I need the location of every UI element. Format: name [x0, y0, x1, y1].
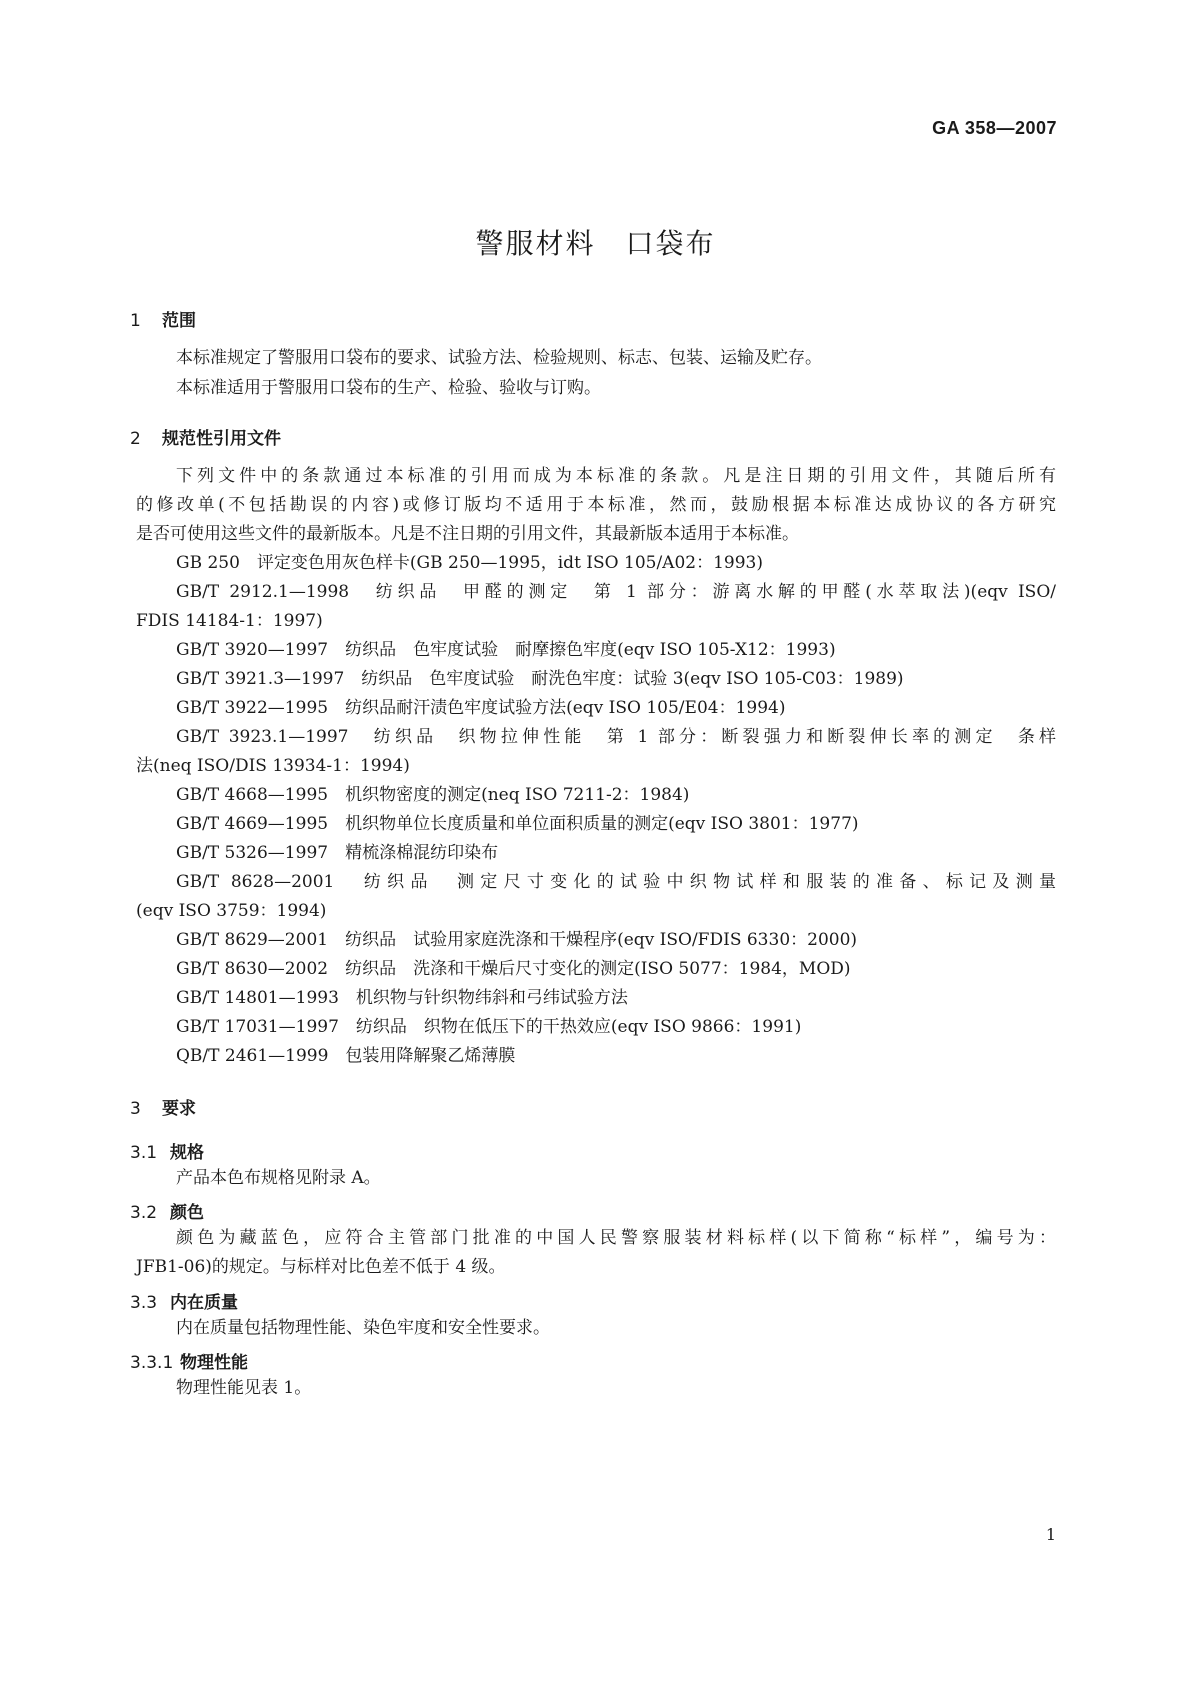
reference-item: GB/T 17031—1997 纺织品 织物在低压下的干热效应(eqv ISO 9866：1991) — [176, 1017, 802, 1037]
reference-item: GB 250 评定变色用灰色样卡(GB 250—1995，idt ISO 105/A02：1993) — [176, 553, 763, 573]
section-1-para-1: 本标准规定了警服用口袋布的要求、试验方法、检验规则、标志、包装、运输及贮存。 — [176, 348, 822, 368]
reference-item: GB/T 3922—1995 纺织品耐汗渍色牢度试验方法(eqv ISO 105/E04：1994) — [176, 698, 786, 718]
subsection-3-2-line-1: 颜色为藏蓝色，应符合主管部门批准的中国人民警察服装材料标样(以下简称“标样”，编号为： — [176, 1228, 1056, 1248]
section-2-heading — [130, 424, 281, 449]
section-title: 规范性引用文件 — [162, 429, 281, 449]
reference-item: QB/T 2461—1999 包装用降解聚乙烯薄膜 — [176, 1046, 516, 1066]
standard-code: GA 358—2007 — [932, 118, 1057, 138]
subsection-3-3-1-heading — [130, 1348, 248, 1373]
reference-item: GB/T 3921.3—1997 纺织品 色牢度试验 耐洗色牢度：试验 3(eqv ISO 105-C03：1989) — [176, 669, 904, 689]
section-number: 1 — [130, 311, 141, 331]
reference-item: GB/T 3920—1997 纺织品 色牢度试验 耐摩擦色牢度(eqv ISO 105-X12：1993) — [176, 640, 836, 660]
subsection-3-1-text: 产品本色布规格见附录 A。 — [176, 1168, 381, 1188]
reference-item: GB/T 2912.1—1998 纺织品 甲醛的测定 第 1 部分：游离水解的甲醛(水萃取法)(eqv ISO/ — [176, 582, 1056, 602]
reference-item: GB/T 4668—1995 机织物密度的测定(neq ISO 7211-2：1984) — [176, 785, 690, 805]
section-2-intro-line-2: 的修改单(不包括勘误的内容)或修订版均不适用于本标准，然而，鼓励根据本标准达成协议的各方研究 — [136, 495, 1056, 515]
reference-item-continuation: FDIS 14184-1：1997) — [136, 611, 323, 631]
page-number: 1 — [1045, 1525, 1056, 1544]
section-number: 2 — [130, 429, 141, 449]
reference-item: GB/T 5326—1997 精梳涤棉混纺印染布 — [176, 843, 499, 863]
section-2-intro-line-1: 下列文件中的条款通过本标准的引用而成为本标准的条款。凡是注日期的引用文件，其随后所有 — [176, 466, 1056, 486]
document-title: 警服材料 口袋布 — [475, 227, 716, 260]
reference-item-continuation: 法(neq ISO/DIS 13934-1：1994) — [136, 756, 410, 776]
subsection-3-1-heading — [130, 1138, 204, 1163]
reference-item: GB/T 8628—2001 纺织品 测定尺寸变化的试验中织物试样和服装的准备、标记及测量 — [176, 872, 1056, 892]
subsection-number: 3.2 — [130, 1203, 158, 1223]
subsection-number: 3.3 — [130, 1293, 158, 1313]
subsection-number: 3.1 — [130, 1143, 158, 1163]
subsection-title: 颜色 — [170, 1203, 204, 1223]
reference-item: GB/T 4669—1995 机织物单位长度质量和单位面积质量的测定(eqv ISO 3801：1977) — [176, 814, 859, 834]
section-3-heading — [130, 1094, 196, 1119]
subsection-title: 内在质量 — [170, 1293, 238, 1313]
subsection-title: 规格 — [170, 1143, 204, 1163]
section-title: 范围 — [162, 311, 196, 331]
reference-item: GB/T 8630—2002 纺织品 洗涤和干燥后尺寸变化的测定(ISO 5077：1984，MOD) — [176, 959, 851, 979]
subsection-number: 3.3.1 — [130, 1353, 174, 1373]
reference-item: GB/T 14801—1993 机织物与针织物纬斜和弓纬试验方法 — [176, 988, 628, 1008]
reference-item-continuation: (eqv ISO 3759：1994) — [136, 901, 327, 921]
section-2-intro-line-3: 是否可使用这些文件的最新版本。凡是不注日期的引用文件，其最新版本适用于本标准。 — [136, 524, 799, 544]
subsection-title: 物理性能 — [180, 1353, 248, 1373]
reference-item: GB/T 8629—2001 纺织品 试验用家庭洗涤和干燥程序(eqv ISO/FDIS 6330：2000) — [176, 930, 858, 950]
subsection-3-3-heading — [130, 1288, 238, 1313]
subsection-3-3-1-text: 物理性能见表 1。 — [176, 1378, 312, 1398]
reference-item: GB/T 3923.1—1997 纺织品 织物拉伸性能 第 1 部分：断裂强力和断裂伸长率的测定 条样 — [176, 727, 1056, 747]
section-number: 3 — [130, 1099, 141, 1119]
subsection-3-2-heading — [130, 1198, 204, 1223]
subsection-3-2-line-2: JFB1-06)的规定。与标样对比色差不低于 4 级。 — [136, 1257, 506, 1277]
section-1-heading — [130, 306, 196, 331]
section-title: 要求 — [162, 1099, 196, 1119]
subsection-3-3-text: 内在质量包括物理性能、染色牢度和安全性要求。 — [176, 1318, 550, 1338]
section-1-para-2: 本标准适用于警服用口袋布的生产、检验、验收与订购。 — [176, 378, 601, 398]
